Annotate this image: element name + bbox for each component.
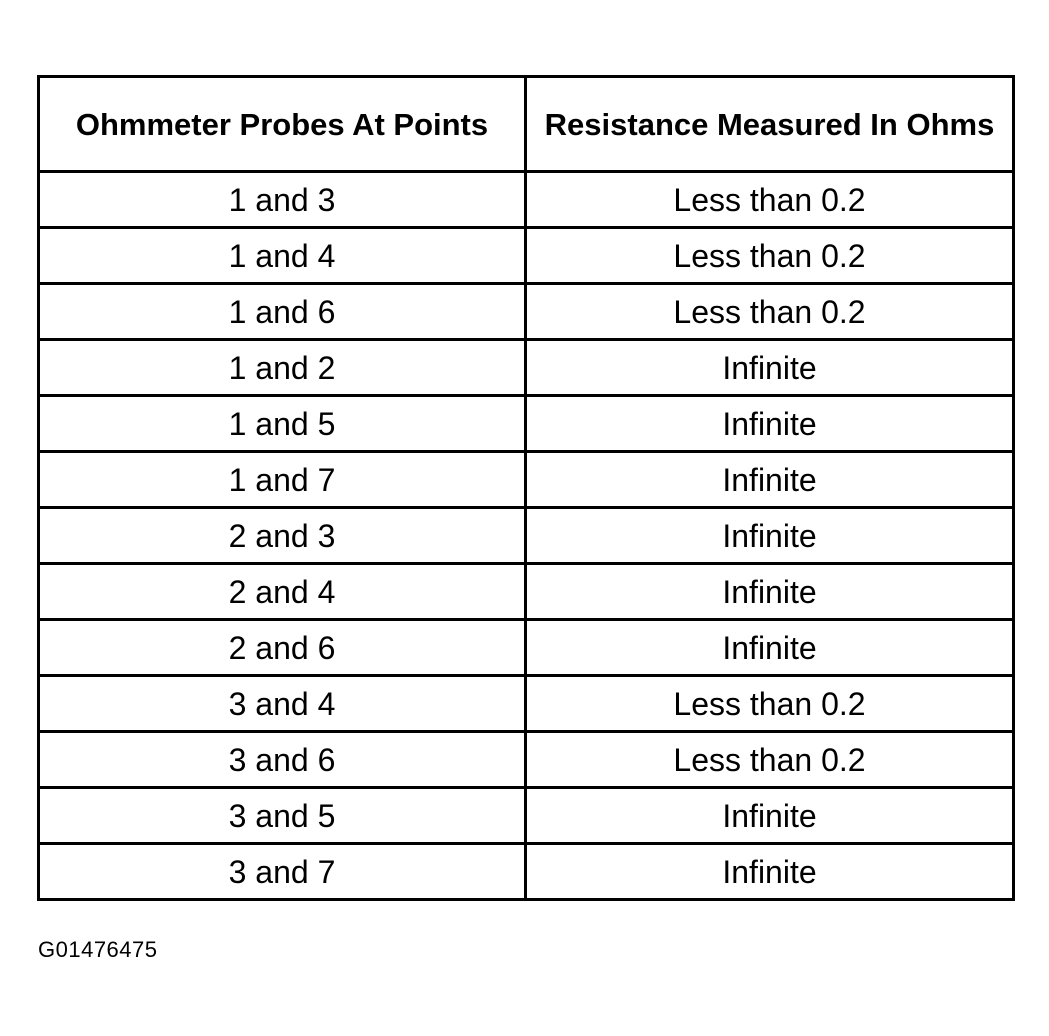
header-resistance: Resistance Measured In Ohms [526,77,1014,172]
table-row [39,732,1014,788]
probe-points-cell: 1 and 7 [39,452,526,508]
probe-points-cell: 3 and 5 [39,788,526,844]
resistance-cell: Less than 0.2 [526,228,1014,284]
table-row [39,508,1014,564]
probe-points-cell: 1 and 6 [39,284,526,340]
probe-points-cell: 2 and 6 [39,620,526,676]
table-row [39,172,1014,228]
probe-points-cell: 2 and 4 [39,564,526,620]
probe-points-cell: 3 and 6 [39,732,526,788]
table-row [39,396,1014,452]
table-row [39,284,1014,340]
probe-points-cell: 1 and 5 [39,396,526,452]
probe-points-cell: 1 and 2 [39,340,526,396]
table-row [39,844,1014,900]
table-row [39,452,1014,508]
resistance-cell: Less than 0.2 [526,732,1014,788]
table-row [39,620,1014,676]
resistance-cell: Less than 0.2 [526,172,1014,228]
resistance-cell: Infinite [526,340,1014,396]
resistance-cell: Infinite [526,788,1014,844]
probe-points-cell: 3 and 4 [39,676,526,732]
resistance-cell: Infinite [526,508,1014,564]
table-row [39,228,1014,284]
resistance-cell: Infinite [526,844,1014,900]
table-row [39,340,1014,396]
resistance-cell: Less than 0.2 [526,676,1014,732]
resistance-cell: Less than 0.2 [526,284,1014,340]
table-header-row [39,77,1014,172]
resistance-cell: Infinite [526,396,1014,452]
table-row [39,564,1014,620]
resistance-cell: Infinite [526,452,1014,508]
table-row [39,788,1014,844]
probe-points-cell: 2 and 3 [39,508,526,564]
probe-points-cell: 1 and 4 [39,228,526,284]
probe-points-cell: 3 and 7 [39,844,526,900]
probe-points-cell: 1 and 3 [39,172,526,228]
header-probe-points: Ohmmeter Probes At Points [39,77,526,172]
resistance-cell: Infinite [526,620,1014,676]
resistance-table [37,75,1015,901]
resistance-table-container [37,75,1012,901]
figure-id-label: G01476475 [38,937,158,962]
table-row [39,676,1014,732]
resistance-cell: Infinite [526,564,1014,620]
